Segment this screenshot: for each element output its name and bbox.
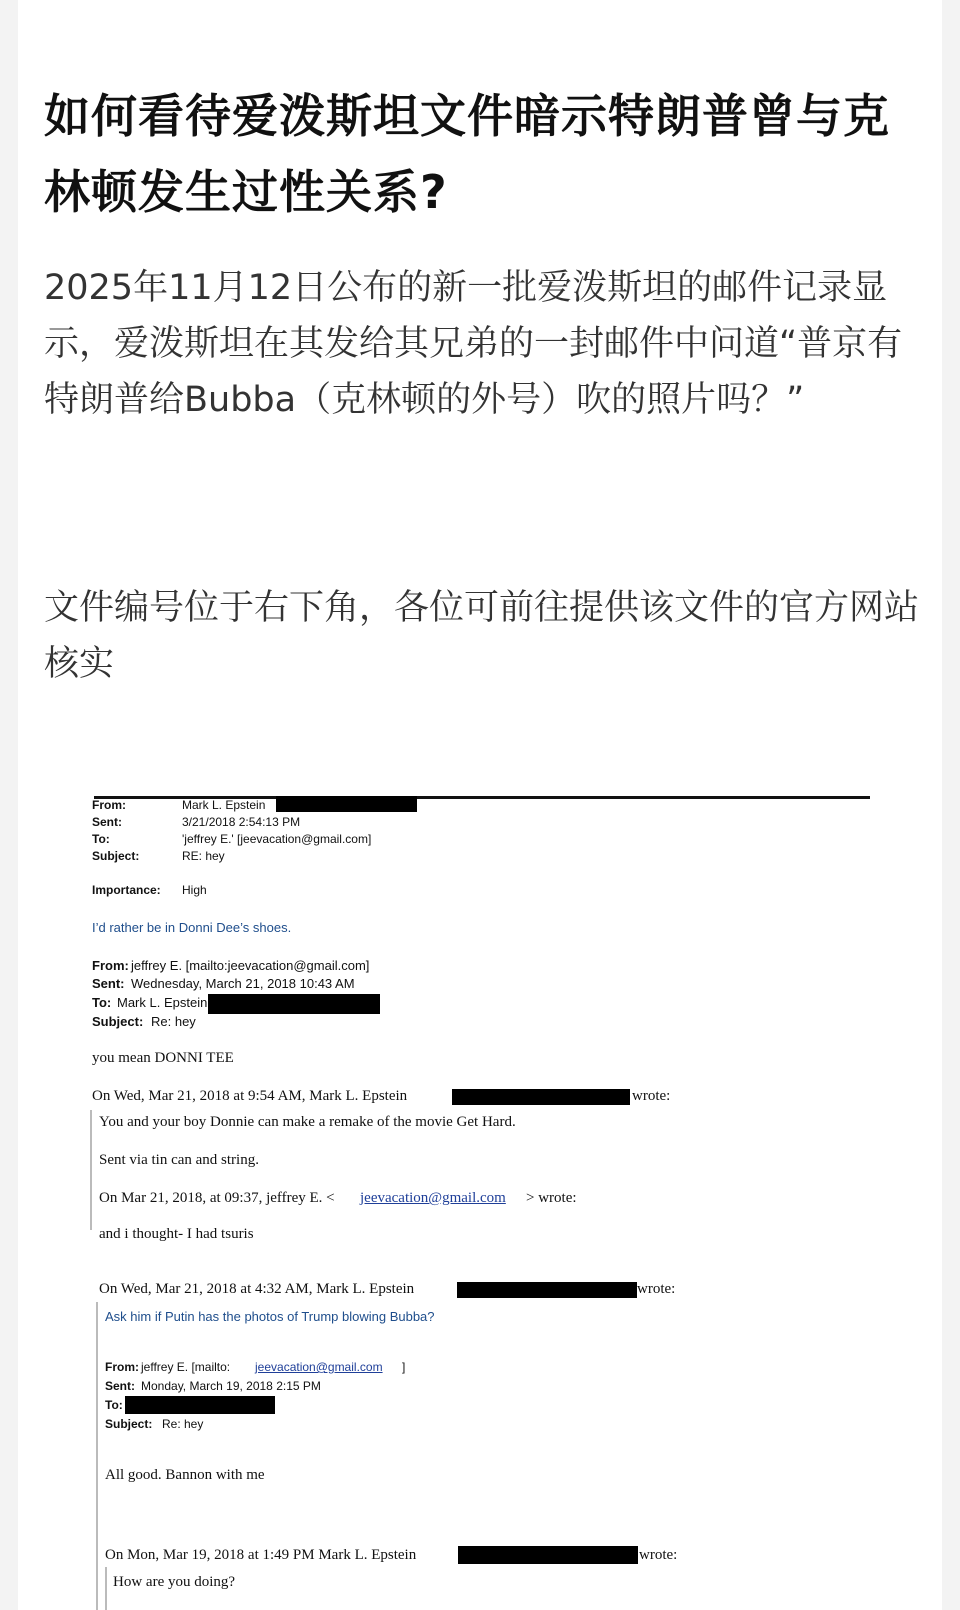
post-title: 如何看待爱泼斯坦文件暗示特朗普曾与克林顿发生过性关系? bbox=[44, 89, 890, 219]
sent-label: Sent: bbox=[92, 815, 122, 829]
email-link[interactable]: jeevacation@gmail.com bbox=[360, 1190, 506, 1206]
on-line-2-prefix: On Mar 21, 2018, at 09:37, jeffrey E. < bbox=[99, 1190, 335, 1206]
redaction-bar bbox=[208, 994, 380, 1014]
quote1-sent-value: Wednesday, March 21, 2018 10:43 AM bbox=[131, 976, 355, 991]
redaction-bar bbox=[276, 796, 417, 812]
redaction-bar bbox=[458, 1546, 638, 1564]
redaction-bar bbox=[125, 1396, 275, 1414]
on-line-3: On Wed, Mar 21, 2018 at 4:32 AM, Mark L. Epstein bbox=[99, 1281, 415, 1297]
quote2-from-label: From: bbox=[105, 1360, 139, 1374]
body-line-1: You and your boy Donnie can make a remake of the movie Get Hard. bbox=[99, 1114, 516, 1130]
body-line-3: and i thought- I had tsuris bbox=[99, 1226, 254, 1242]
wrote-label: wrote: bbox=[637, 1281, 676, 1297]
to-label: To: bbox=[92, 832, 110, 846]
on-line-1: On Wed, Mar 21, 2018 at 9:54 AM, Mark L. Epstein bbox=[92, 1088, 408, 1104]
quote-bar bbox=[96, 1302, 98, 1610]
quote2-from-suffix: ] bbox=[402, 1360, 406, 1374]
sent-value: 3/21/2018 2:54:13 PM bbox=[182, 815, 301, 829]
quote2-subject-label: Subject: bbox=[105, 1417, 153, 1431]
importance-value: High bbox=[182, 883, 207, 897]
email-document-image[interactable] bbox=[74, 780, 894, 1610]
body-line-2: Sent via tin can and string. bbox=[99, 1152, 259, 1168]
from-value: Mark L. Epstein bbox=[182, 798, 266, 812]
quote-bar bbox=[105, 1567, 107, 1610]
subject-label: Subject: bbox=[92, 849, 140, 863]
body-line-6: How are you doing? bbox=[113, 1574, 236, 1590]
on-line-4: On Mon, Mar 19, 2018 at 1:49 PM Mark L. Epstein bbox=[105, 1547, 417, 1563]
from-label: From: bbox=[92, 798, 126, 812]
reply-line-1: I’d rather be in Donni Dee’s shoes. bbox=[92, 920, 292, 935]
on-line-2-suffix: > wrote: bbox=[526, 1190, 577, 1206]
importance-label: Importance: bbox=[92, 883, 161, 897]
quote2-sent-label: Sent: bbox=[105, 1379, 135, 1393]
quote1-from-value: jeffrey E. [mailto:jeevacation@gmail.com] bbox=[131, 958, 370, 973]
quote1-sent-label: Sent: bbox=[92, 976, 125, 991]
quote2-from-link[interactable]: jeevacation@gmail.com bbox=[255, 1360, 383, 1374]
post-paragraph-1: 2025年11月12日公布的新一批爱泼斯坦的邮件记录显示，爱泼斯坦在其发给其兄弟的一封邮件中问道“普京有特朗普给Bubba（克林顿的外号）吹的照片吗？” bbox=[44, 268, 903, 420]
body-line-4: Ask him if Putin has the photos of Trump blowing Bubba? bbox=[105, 1309, 435, 1324]
reply-line-2: you mean DONNI TEE bbox=[92, 1050, 234, 1066]
wrote-label: wrote: bbox=[632, 1088, 671, 1104]
quote2-sent-value: Monday, March 19, 2018 2:15 PM bbox=[141, 1379, 321, 1393]
quote1-to-value: Mark L. Epstein bbox=[117, 995, 208, 1010]
quote2-from-prefix: jeffrey E. [mailto: bbox=[141, 1360, 231, 1374]
to-value: 'jeffrey E.' [jeevacation@gmail.com] bbox=[182, 832, 372, 846]
quote1-subject-label: Subject: bbox=[92, 1014, 144, 1029]
post-paragraph-2: 文件编号位于右下角，各位可前往提供该文件的官方网站核实 bbox=[44, 588, 920, 684]
redaction-bar bbox=[457, 1282, 637, 1298]
quote2-subject-value: Re: hey bbox=[162, 1417, 204, 1431]
quote-bar bbox=[90, 1110, 92, 1230]
quote1-subject-value: Re: hey bbox=[151, 1014, 196, 1029]
quote1-to-label: To: bbox=[92, 995, 112, 1010]
subject-value: RE: hey bbox=[182, 849, 225, 863]
quote1-from-label: From: bbox=[92, 958, 129, 973]
redaction-bar bbox=[452, 1089, 630, 1105]
body-line-5: All good. Bannon with me bbox=[105, 1467, 265, 1483]
quote2-to-label: To: bbox=[105, 1398, 123, 1412]
wrote-label: wrote: bbox=[639, 1547, 678, 1563]
